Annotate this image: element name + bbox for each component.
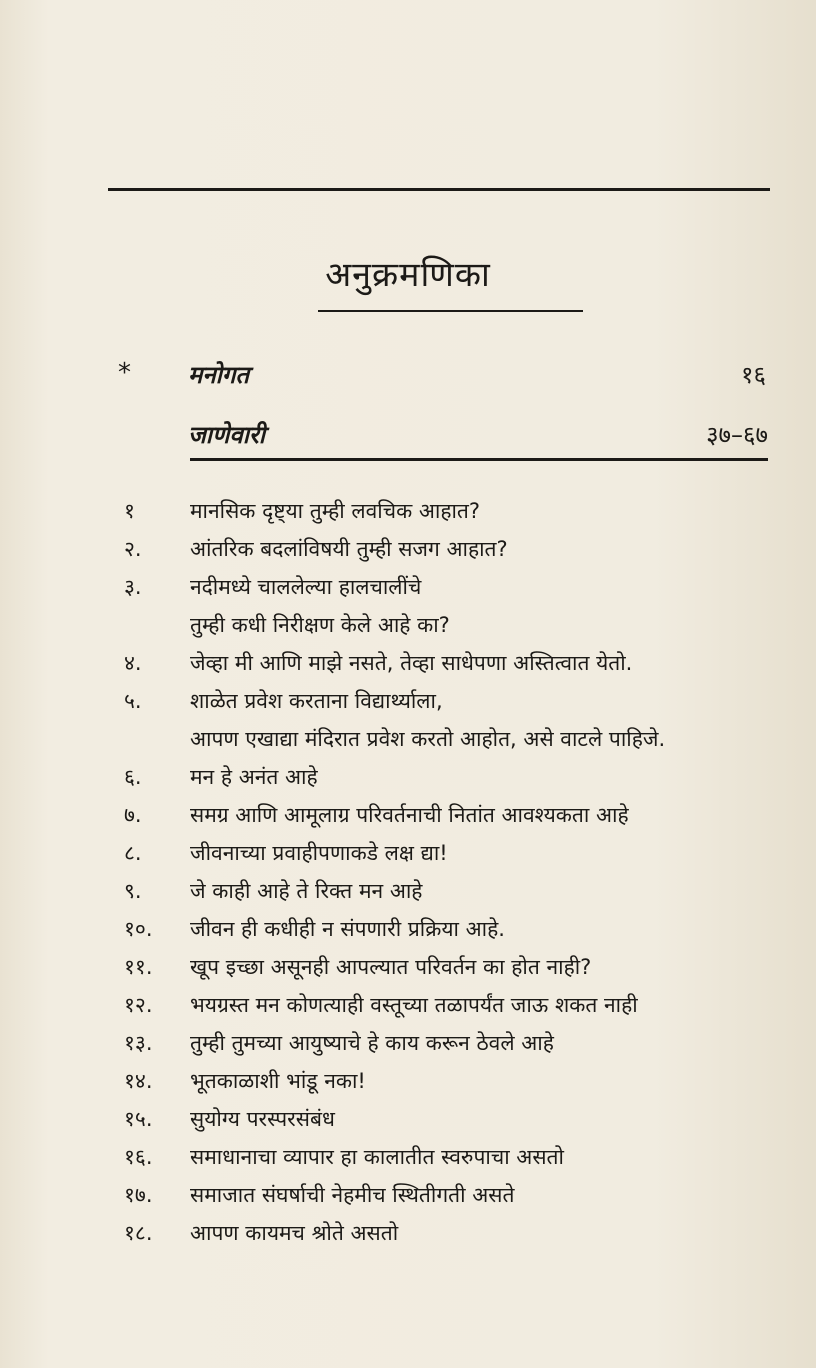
toc-entry-number: ४. bbox=[124, 651, 142, 675]
top-rule bbox=[108, 188, 770, 191]
toc-list bbox=[0, 492, 816, 1252]
toc-entry-title: सुयोग्य परस्परसंबंध bbox=[190, 1107, 335, 1131]
section-page-number: १६ bbox=[741, 361, 766, 389]
toc-entry-number: १८. bbox=[124, 1221, 153, 1245]
toc-entry-number: १७. bbox=[124, 1183, 153, 1207]
toc-entry-number: ११. bbox=[124, 955, 153, 979]
toc-entry bbox=[0, 872, 816, 910]
asterisk-marker: * bbox=[118, 358, 131, 388]
toc-entry-number: १४. bbox=[124, 1069, 153, 1093]
toc-entry bbox=[0, 568, 816, 644]
toc-entry bbox=[0, 986, 816, 1024]
page-title: अनुक्रमणिका bbox=[325, 255, 491, 295]
toc-entry bbox=[0, 492, 816, 530]
toc-entry-title: जेव्हा मी आणि माझे नसते, तेव्हा साधेपणा अस्तित्वात येतो. bbox=[190, 651, 633, 675]
toc-entry-title: नदीमध्ये चाललेल्या हालचालींचे bbox=[190, 575, 422, 599]
section-rule bbox=[190, 458, 768, 461]
toc-entry-number: १२. bbox=[124, 993, 153, 1017]
toc-entry bbox=[0, 530, 816, 568]
toc-entry bbox=[0, 1214, 816, 1252]
toc-entry-title: जीवन ही कधीही न संपणारी प्रक्रिया आहे. bbox=[190, 917, 505, 941]
toc-entry-number: ३. bbox=[124, 575, 142, 599]
toc-entry-number: १३. bbox=[124, 1031, 153, 1055]
toc-entry-title: समाजात संघर्षाची नेहमीच स्थितीगती असते bbox=[190, 1183, 515, 1207]
section-label: मनोगत bbox=[188, 361, 250, 389]
section-label: जाणेवारी bbox=[188, 421, 265, 449]
toc-entry bbox=[0, 1100, 816, 1138]
toc-entry bbox=[0, 682, 816, 758]
toc-entry-number: ८. bbox=[124, 841, 142, 865]
toc-entry-number: ९. bbox=[124, 879, 142, 903]
toc-entry-title: मन हे अनंत आहे bbox=[190, 765, 318, 789]
toc-entry-title: खूप इच्छा असूनही आपल्यात परिवर्तन का होत नाही? bbox=[190, 955, 592, 979]
toc-entry-title: आपण एखाद्या मंदिरात प्रवेश करतो आहोत, असे वाटले पाहिजे. bbox=[190, 727, 666, 751]
toc-entry-title: तुम्ही तुमच्या आयुष्याचे हे काय करून ठेवले आहे bbox=[190, 1031, 554, 1055]
toc-entry-title: आपण कायमच श्रोते असतो bbox=[190, 1221, 399, 1245]
toc-entry bbox=[0, 1024, 816, 1062]
toc-entry-title: मानसिक दृष्ट्या तुम्ही लवचिक आहात? bbox=[190, 499, 481, 523]
section-row-part bbox=[0, 418, 816, 458]
toc-entry-number: १५. bbox=[124, 1107, 153, 1131]
toc-entry-title: समग्र आणि आमूलाग्र परिवर्तनाची नितांत आवश्यकता आहे bbox=[190, 803, 629, 827]
title-underline bbox=[318, 310, 583, 312]
toc-entry bbox=[0, 834, 816, 872]
toc-entry-number: ६. bbox=[124, 765, 142, 789]
toc-entry bbox=[0, 1062, 816, 1100]
toc-entry-title: भयग्रस्त मन कोणत्याही वस्तूच्या तळापर्यंत जाऊ शकत नाही bbox=[190, 993, 638, 1017]
toc-entry bbox=[0, 644, 816, 682]
toc-entry-title: भूतकाळाशी भांडू नका! bbox=[190, 1069, 366, 1093]
toc-entry-title: समाधानाचा व्यापार हा कालातीत स्वरुपाचा असतो bbox=[190, 1145, 564, 1169]
toc-entry bbox=[0, 758, 816, 796]
toc-entry-number: १०. bbox=[124, 917, 153, 941]
toc-entry-title: आंतरिक बदलांविषयी तुम्ही सजग आहात? bbox=[190, 537, 508, 561]
section-page-range: ३७–६७ bbox=[706, 421, 768, 449]
toc-entry-number: ५. bbox=[124, 689, 142, 713]
toc-entry-number: ७. bbox=[124, 803, 142, 827]
toc-entry bbox=[0, 910, 816, 948]
toc-entry-title: जीवनाच्या प्रवाहीपणाकडे लक्ष द्या! bbox=[190, 841, 448, 865]
toc-entry-number: १६. bbox=[124, 1145, 153, 1169]
toc-entry-title: जे काही आहे ते रिक्त मन आहे bbox=[190, 879, 423, 903]
toc-entry-number: २. bbox=[124, 537, 142, 561]
toc-entry-title: शाळेत प्रवेश करताना विद्यार्थ्याला, bbox=[190, 689, 443, 713]
toc-entry bbox=[0, 948, 816, 986]
toc-entry-title: तुम्ही कधी निरीक्षण केले आहे का? bbox=[190, 613, 450, 637]
toc-entry bbox=[0, 1138, 816, 1176]
toc-entry bbox=[0, 1176, 816, 1214]
section-row-preface bbox=[0, 358, 816, 398]
toc-entry-number: १ bbox=[124, 499, 135, 523]
toc-entry bbox=[0, 796, 816, 834]
